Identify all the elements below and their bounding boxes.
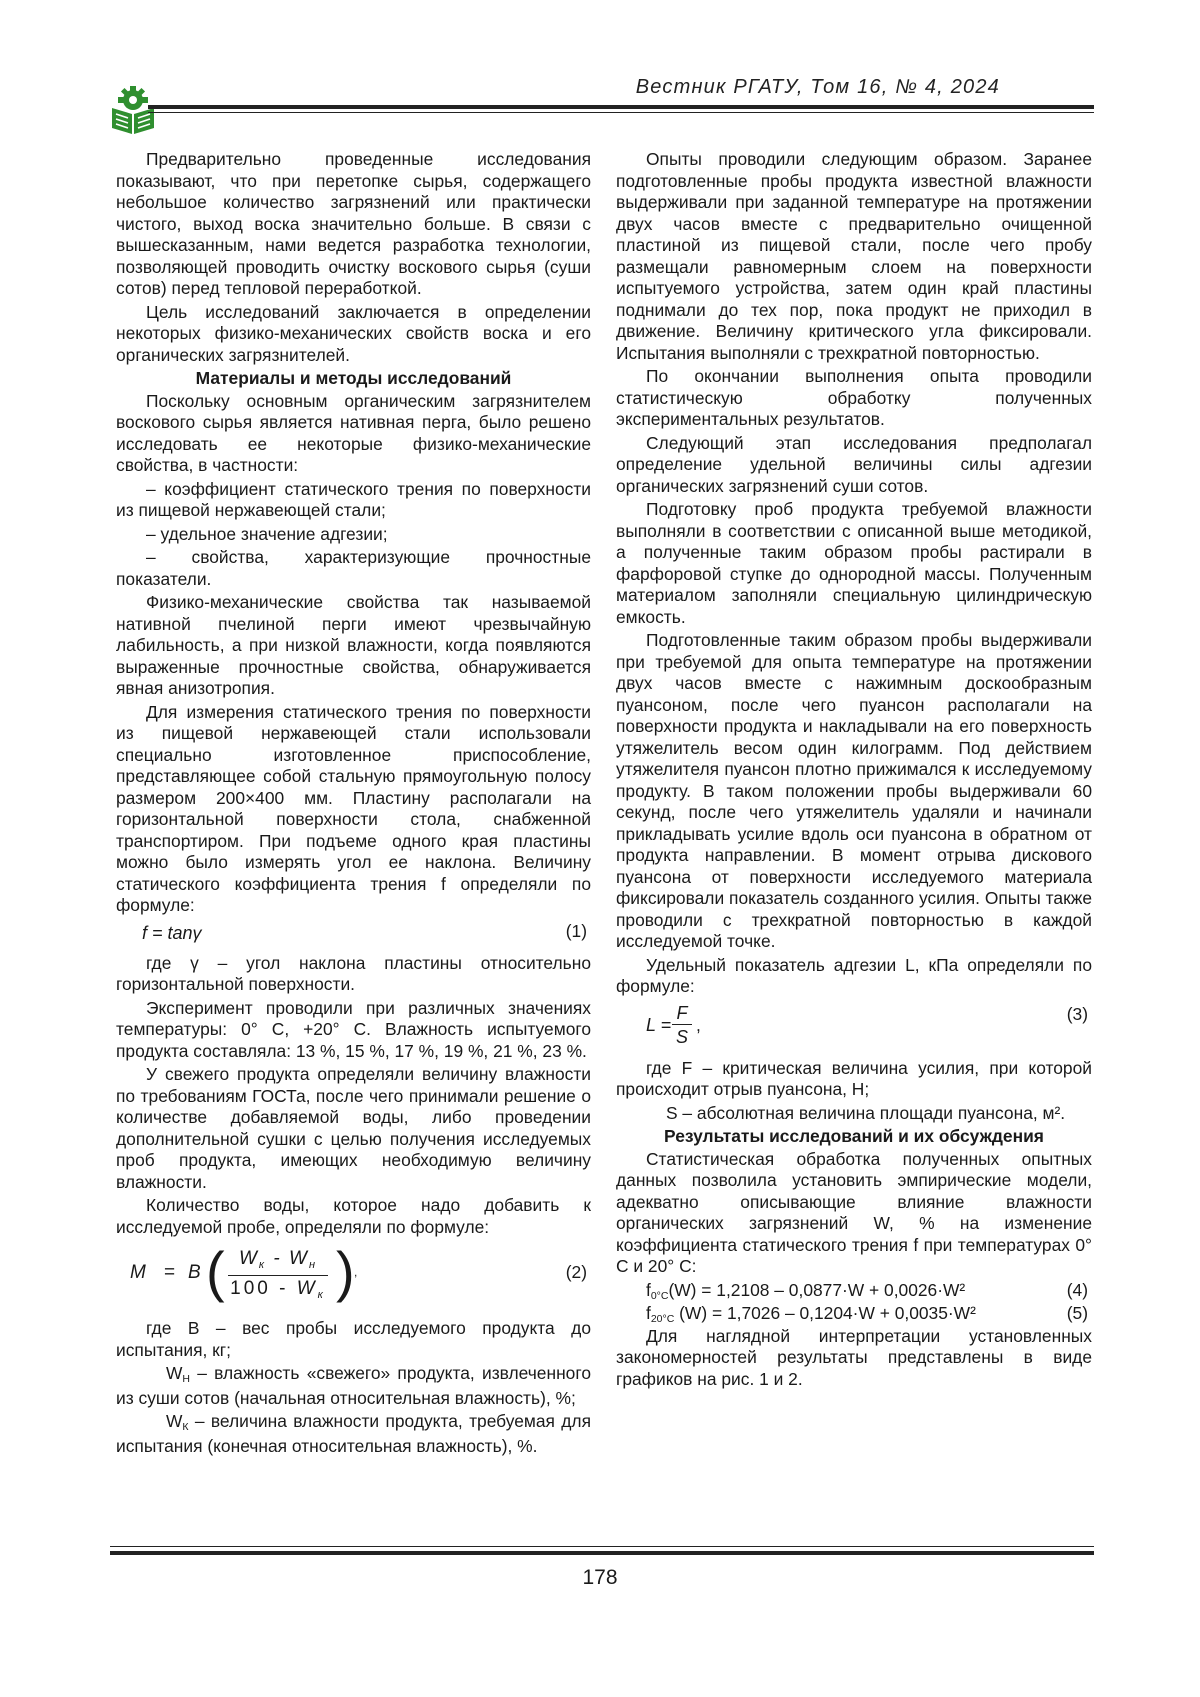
paragraph: Подготовку проб продукта требуемой влажности выполняли в соответствии с описанной выше методикой, а полученные таким образом пробы растирали в фарфоровой ступке до однородной массы. Полученным материалом заполняли специальную цилиндрическую емкость. — [616, 499, 1092, 628]
header-rule — [148, 105, 1094, 109]
formula-2-comma: , — [354, 1262, 357, 1284]
paragraph: По окончании выполнения опыта проводили статистическую обработку полученных экспериментальных результатов. — [616, 366, 1092, 431]
paragraph: Цель исследований заключается в определении некоторых физико-механических свойств воска и его органических загрязнителей. — [116, 302, 591, 367]
formula-3-lhs: L = — [646, 1015, 671, 1037]
paragraph: Предварительно проведенные исследования показывают, что при перетопке сырья, содержащего небольшое количество загрязнений или практически чистого, выход воска значительно больше. В связи с вышесказанным, нами ведется разработка технологии, позволяющей проводить очистку воскового сырья (суши сотов) перед тепловой переработкой. — [116, 149, 591, 300]
paragraph: Удельный показатель адгезии L, кПа определяли по формуле: — [616, 955, 1092, 998]
formula-2-eq: = — [164, 1262, 175, 1284]
formula-2 — [116, 1242, 591, 1308]
journal-title: Вестник РГАТУ, Том 16, № 4, 2024 — [636, 76, 1000, 99]
formula-2-numerator: Wк - Wн — [228, 1248, 328, 1276]
formula-3-comma: , — [696, 1015, 701, 1037]
formula-3 — [616, 1002, 1092, 1054]
paragraph: где F – критическая величина усилия, при которой происходит отрыв пуансона, Н; — [616, 1058, 1092, 1101]
paragraph: где γ – угол наклона пластины относительно горизонтальной поверхности. — [116, 953, 591, 996]
paragraph: Следующий этап исследования предполагал определение удельной величины силы адгезии органических загрязнений суши сотов. — [616, 433, 1092, 498]
paragraph: Для измерения статического трения по поверхности из пищевой нержавеющей стали использовали специально изготовленное приспособление, представляющее собой стальную прямоугольную полосу размером 200×400 мм. Пластину располагали на горизонтальной поверхности стола, снабженной транспортиром. При подъеме одного края пластины можно было измерять угол ее наклона. Величину статического коэффициента трения f определяли по формуле: — [116, 702, 591, 917]
paragraph: Опыты проводили следующим образом. Заранее подготовленные пробы продукта известной влажности выдерживали при заданной температуре на протяжении двух часов вместе с предварительно очищенной пластиной из пищевой стали, после чего пробу размещали равномерным слоем на поверхности испытуемого устройства, затем один край пластины поднимали до тех пор, пока продукт не приходил в движение. Величину критического угла фиксировали. Испытания выполняли с трехкратной повторностью. — [616, 149, 1092, 364]
footer-rule-thin — [110, 1546, 1094, 1547]
equation-4-number: (4) — [1067, 1280, 1088, 1302]
formula-1-expression: f = tanγ — [142, 923, 202, 945]
left-column — [116, 149, 591, 1459]
paragraph: S – абсолютная величина площади пуансона, м². — [616, 1103, 1092, 1125]
section-heading: Материалы и методы исследований — [116, 368, 591, 390]
paragraph: Статистическая обработка полученных опытных данных позволила установить эмпирические модели, адекватно описывающие влияние влажности органических загрязнений W, % на изменение коэффициента статического трения f при температурах 0° С и 20° С: — [616, 1149, 1092, 1278]
formula-2-b: B — [188, 1262, 201, 1284]
paragraph: Подготовленные таким образом пробы выдерживали при требуемой для опыта температуре на протяжении двух часов вместе с нажимным доскообразным пуансоном, после чего пуансон располагали на поверхности продукта и накладывали на его поверхность утяжелитель весом один килограмм. Под действием утяжелителя пуансон плотно прижимался к исследуемому продукту. В таком положении пробы выдерживали 60 секунд, после чего утяжелитель удаляли и начинали прикладывать усилие вдоль оси пуансона в обратном от продукта направлении. В момент отрыва дискового пуансона от поверхности исследуемого материала фиксировали показатель созданного усилия. Опыты также проводили с трехкратной повторностью в каждой исследуемой точке. — [616, 630, 1092, 953]
equation-5-number: (5) — [1067, 1303, 1088, 1325]
paragraph: WК – величина влажности продукта, требуемая для испытания (конечная относительная влажность), %. — [116, 1411, 591, 1457]
equation-4: f0°С(W) = 1,2108 – 0,0877·W + 0,0026·W² (4) — [616, 1280, 1092, 1303]
formula-3-number: (3) — [1067, 1004, 1088, 1026]
formula-3-fraction: F S — [672, 1002, 692, 1049]
paragraph: Поскольку основным органическим загрязнителем воскового сырья является нативная перга, было решено исследовать ее некоторые физико-механические свойства, в частности: — [116, 391, 591, 477]
formula-2-rparen: ) — [336, 1244, 355, 1300]
list-item: – коэффициент статического трения по поверхности из пищевой нержавеющей стали; — [116, 479, 591, 522]
formula-1 — [116, 919, 591, 947]
journal-logo-icon — [110, 84, 156, 136]
paragraph: где В – вес пробы исследуемого продукта до испытания, кг; — [116, 1318, 591, 1361]
section-heading: Результаты исследований и их обсуждения — [616, 1126, 1092, 1148]
list-item: – свойства, характеризующие прочностные показатели. — [116, 547, 591, 590]
page-number: 178 — [0, 1566, 1200, 1590]
formula-1-number: (1) — [566, 921, 587, 943]
equation-5: f20°С (W) = 1,7026 – 0,1204·W + 0,0035·W² (5) — [616, 1303, 1092, 1326]
paragraph: Эксперимент проводили при различных значениях температуры: 0° С, +20° С. Влажность испытуемого продукта составляла: 13 %, 15 %, 17 %, 19 %, 21 %, 23 %. — [116, 998, 591, 1063]
paragraph: Количество воды, которое надо добавить к исследуемой пробе, определяли по формуле: — [116, 1195, 591, 1238]
formula-2-lparen: ( — [206, 1244, 225, 1300]
formula-2-number: (2) — [566, 1262, 587, 1284]
paragraph: Для наглядной интерпретации установленных закономерностей результаты представлены в виде графиков на рис. 1 и 2. — [616, 1326, 1092, 1391]
list-item: – удельное значение адгезии; — [116, 524, 591, 546]
header-rule-thin — [148, 112, 1094, 113]
paragraph: Физико-механические свойства так называемой нативной пчелиной перги имеют чрезвычайную лабильность, а при низкой влажности, когда появляются выраженные прочностные свойства, обнаруживается явная анизотропия. — [116, 592, 591, 700]
formula-2-denominator: 100 - Wк — [228, 1278, 328, 1303]
paragraph: WН – влажность «свежего» продукта, извлеченного из суши сотов (начальная относительная влажность), %; — [116, 1363, 591, 1409]
formula-2-m: M — [130, 1262, 146, 1284]
footer-rule — [110, 1551, 1094, 1555]
right-column — [616, 149, 1092, 1392]
paragraph: У свежего продукта определяли величину влажности по требованиям ГОСТа, после чего принимали решение о количестве добавляемой воды, либо проведении дополнительной сушки с целью получения исследуемых проб продукта, имеющих необходимую величину влажности. — [116, 1064, 591, 1193]
